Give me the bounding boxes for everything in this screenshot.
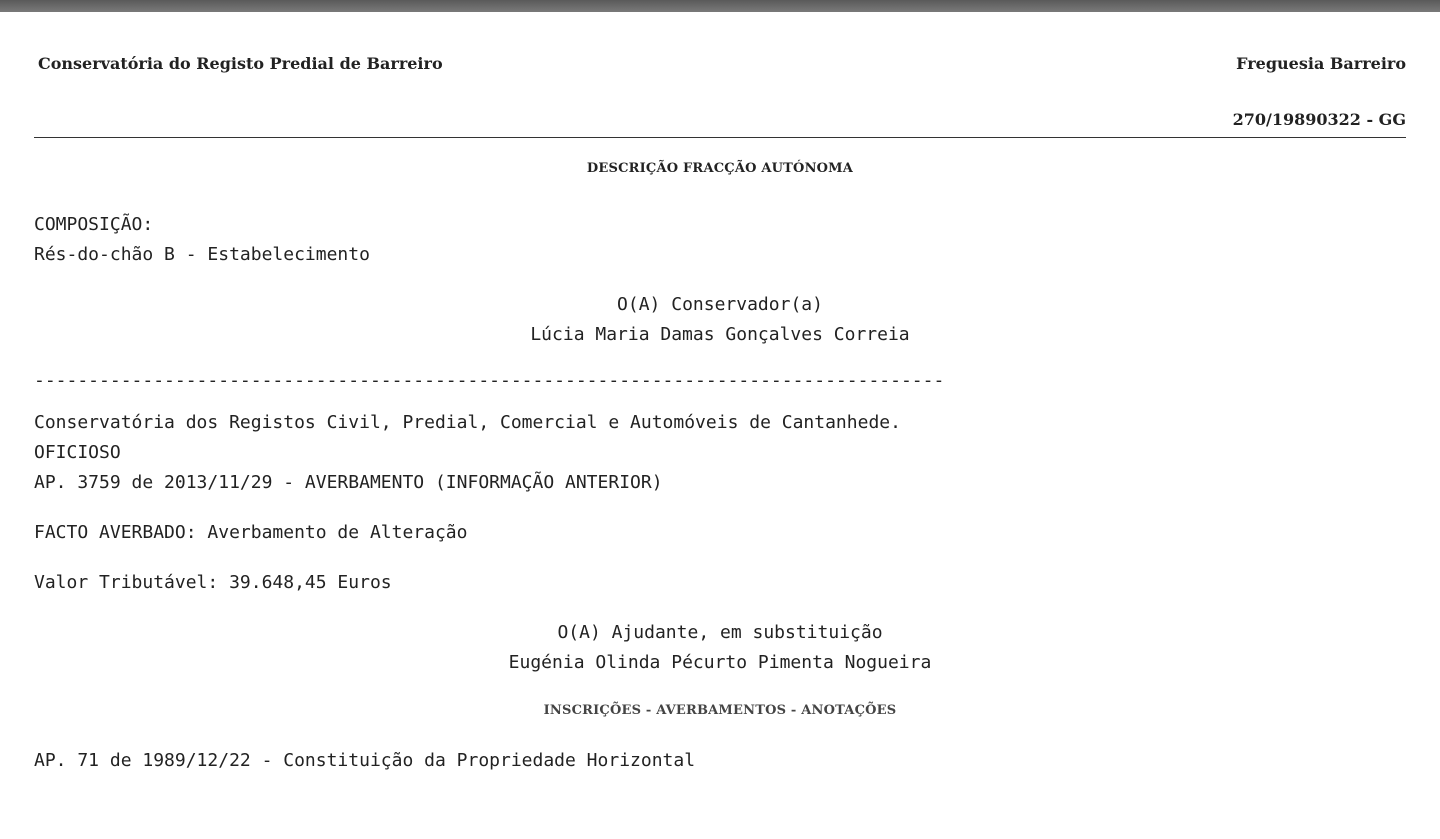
parish-name: Freguesia Barreiro <box>1236 54 1406 73</box>
signatory-role: O(A) Conservador(a) <box>617 294 823 315</box>
description-title: DESCRIÇÃO FRACÇÃO AUTÓNOMA <box>586 161 854 176</box>
top-bar <box>0 0 1440 12</box>
annotation-office: Conservatória dos Registos Civil, Predial, Comercial e Automóveis de Cantanhede. <box>34 412 901 433</box>
annotation-signatory-name: Eugénia Olinda Pécurto Pimenta Nogueira <box>508 652 932 673</box>
signatory-name: Lúcia Maria Damas Gonçalves Correia <box>530 324 910 345</box>
registry-office-name: Conservatória do Registo Predial de Barreiro <box>38 54 443 73</box>
document-header <box>34 12 1406 138</box>
separator-line: ------------------------------------------------------------------------------------ <box>34 370 945 391</box>
tax-value: Valor Tributável: 39.648,45 Euros <box>34 572 392 593</box>
registration-number: 270/19890322 - GG <box>1232 110 1406 129</box>
inscriptions-title: INSCRIÇÕES - AVERBAMENTOS - ANOTAÇÕES <box>543 703 897 718</box>
averbed-fact: FACTO AVERBADO: Averbamento de Alteração <box>34 522 468 543</box>
document-page <box>34 12 1406 771</box>
annotation-type: OFICIOSO <box>34 442 121 463</box>
composition-value: Rés-do-chão B - Estabelecimento <box>34 244 370 265</box>
annotation-signatory-role: O(A) Ajudante, em substituição <box>557 622 883 643</box>
annotation-entry: AP. 3759 de 2013/11/29 - AVERBAMENTO (INFORMAÇÃO ANTERIOR) <box>34 472 663 493</box>
composition-label: COMPOSIÇÃO: <box>34 214 154 235</box>
inscription-entry: AP. 71 de 1989/12/22 - Constituição da Propriedade Horizontal <box>34 750 696 771</box>
